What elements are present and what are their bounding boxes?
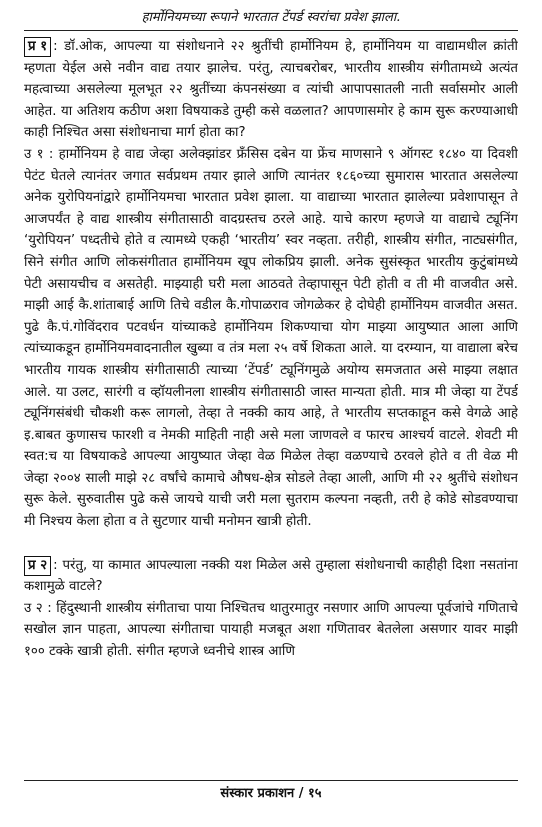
answer-2: उ २ : हिंदुस्थानी शास्त्रीय संगीताचा पाया निश्चितच थातुरमातुर नसणार आणि आपल्या पूर्वजांचे गणिताचे सखोल ज्ञान पाहता, आपल्या संगीताचा पायाही मजबूत अशा गणितावर बेतलेला असणार यावर माझी १०० टक्के खात्री होती. संगीत म्हणजे ध्वनीचे शास्त्र आणि — [24, 600, 518, 660]
page-footer: संस्कार प्रकाशन / १५ — [24, 780, 518, 805]
running-header: हार्मोनियमच्या रूपाने भारतात टेंपर्ड स्वरांचा प्रवेश झाला. — [24, 6, 518, 31]
answer-1: उ १ : हार्मोनियम हे वाद्य जेव्हा अलेक्झांडर फ्रॅंसिस दबेन या फ्रेंच माणसाने ९ ऑगस्ट १८४० या दिवशी पेटंट घेतले त्यानंतर जगात सर्वप्रथम तयार झाले आणि त्यानंतर १८६०च्या सुमारास भारतात असलेल्या अनेक युरोपियनांद्वारे हार्मोनियमचा भारतात प्रवेश झाला. या वाद्याच्या भारतात झालेल्या प्रवेशापासून ते आजपर्यंत हे वाद्य शास्त्रीय संगीतासाठी वादग्रस्तच ठरले आहे. याचे कारण म्हणजे या वाद्याचे ट्यूनिंग ‘युरोपियन’ पध्दतीचे होते व त्यामध्ये एकही ‘भारतीय’ स्वर नव्हता. तरीही, शास्त्रीय संगीत, नाट्यसंगीत, सिने संगीत आणि लोकसंगीतात हार्मोनियम खूप लोकप्रिय झाली. अनेक सुसंस्कृत भारतीय कुटुंबांमध्ये पेटी असायचीच व असतेही. माझ्याही घरी मला आठवते तेव्हापासून पेटी होती व ती मी वाजवीत असे. माझी आई कै.शांताबाई आणि तिचे वडील कै.गोपाळराव जोगळेकर हे दोघेही हार्मोनियम वाजवीत असत. पुढे कै.पं.गोविंदराव पटवर्धन यांच्याकडे हार्मोनियम शिकण्याचा योग माझ्या आयुष्यात आला आणि त्यांच्याकडून हार्मोनियमवादनातील खुब्या व तंत्र मला २५ वर्षे शिकता आले. या दरम्यान, या वाद्याला बरेच भारतीय गायक शास्त्रीय संगीतासाठी त्याच्या ‘टेंपर्ड’ ट्यूनिंगमुळे अयोग्य समजतात असे माझ्या लक्षात आले. या उलट, सारंगी व व्हॉयलीनला शास्त्रीय संगीतासाठी जास्त मान्यता होती. मात्र मी जेव्हा या टेंपर्ड ट्यूनिंगसंबंधी चौकशी करू लागलो, तेव्हा ते नक्की काय आहे, ते भारतीय सप्तकाहून कसे वेगळे आहे इ.बाबत कुणासच फारशी व नेमकी माहिती नाही असे मला जाणवले व फारच आश्चर्य वाटले. शेवटी मी स्वत:च या विषयाकडे आपल्या आयुष्यात जेव्हा वेळ मिळेल तेव्हा वळण्याचे ठरवले होते व ती वेळ मी जेव्हा २००४ साली माझे २८ वर्षांचे कामाचे औषध-क्षेत्र सोडले तेव्हा आली, आणि मी २२ श्रुतींचे संशोधन सुरू केले. सुरुवातीस पुढे कसे जायचे याची जरी मला सुतराम कल्पना नव्हती, तरी हे कोडे सोडवण्याचा मी निश्चय केला होता व ते सुटणार याची मनोमन खात्री होती. — [24, 146, 518, 530]
question-1-text: : डॉ.ओक, आपल्या या संशोधनाने २२ श्रुतींची हार्मोनियम हे, हार्मोनियम या वाद्यामधील क्रांती म्हणता येईल असे नवीन वाद्य तयार झालेच. परंतु, त्याचबरोबर, भारतीय शास्त्रीय संगीतामध्ये अत्यंत महत्वाच्या असलेल्या मूलभूत २२ श्रुतींच्या कंपनसंख्या व त्यांची आपापसातली नाती सर्वासमोर आली आहेत. या अतिशय कठीण अशा विषयाकडे तुम्ही कसे वळलात? आपणासमोर हे काम सुरू करण्याआधी काही निश्चित असा संशोधनाचा मार्ग होता का? — [24, 39, 518, 141]
question-2 — [24, 555, 518, 598]
question-1-label: प्र १ — [24, 37, 51, 57]
question-2-text: : परंतु, या कामात आपल्याला नक्की यश मिळेल असे तुम्हाला संशोधनाची काहीही दिशा नसतांना कशामुळे वाटले? — [24, 557, 518, 595]
question-1 — [24, 36, 518, 144]
question-2-label: प्र २ — [24, 556, 51, 576]
page-body — [24, 36, 518, 769]
